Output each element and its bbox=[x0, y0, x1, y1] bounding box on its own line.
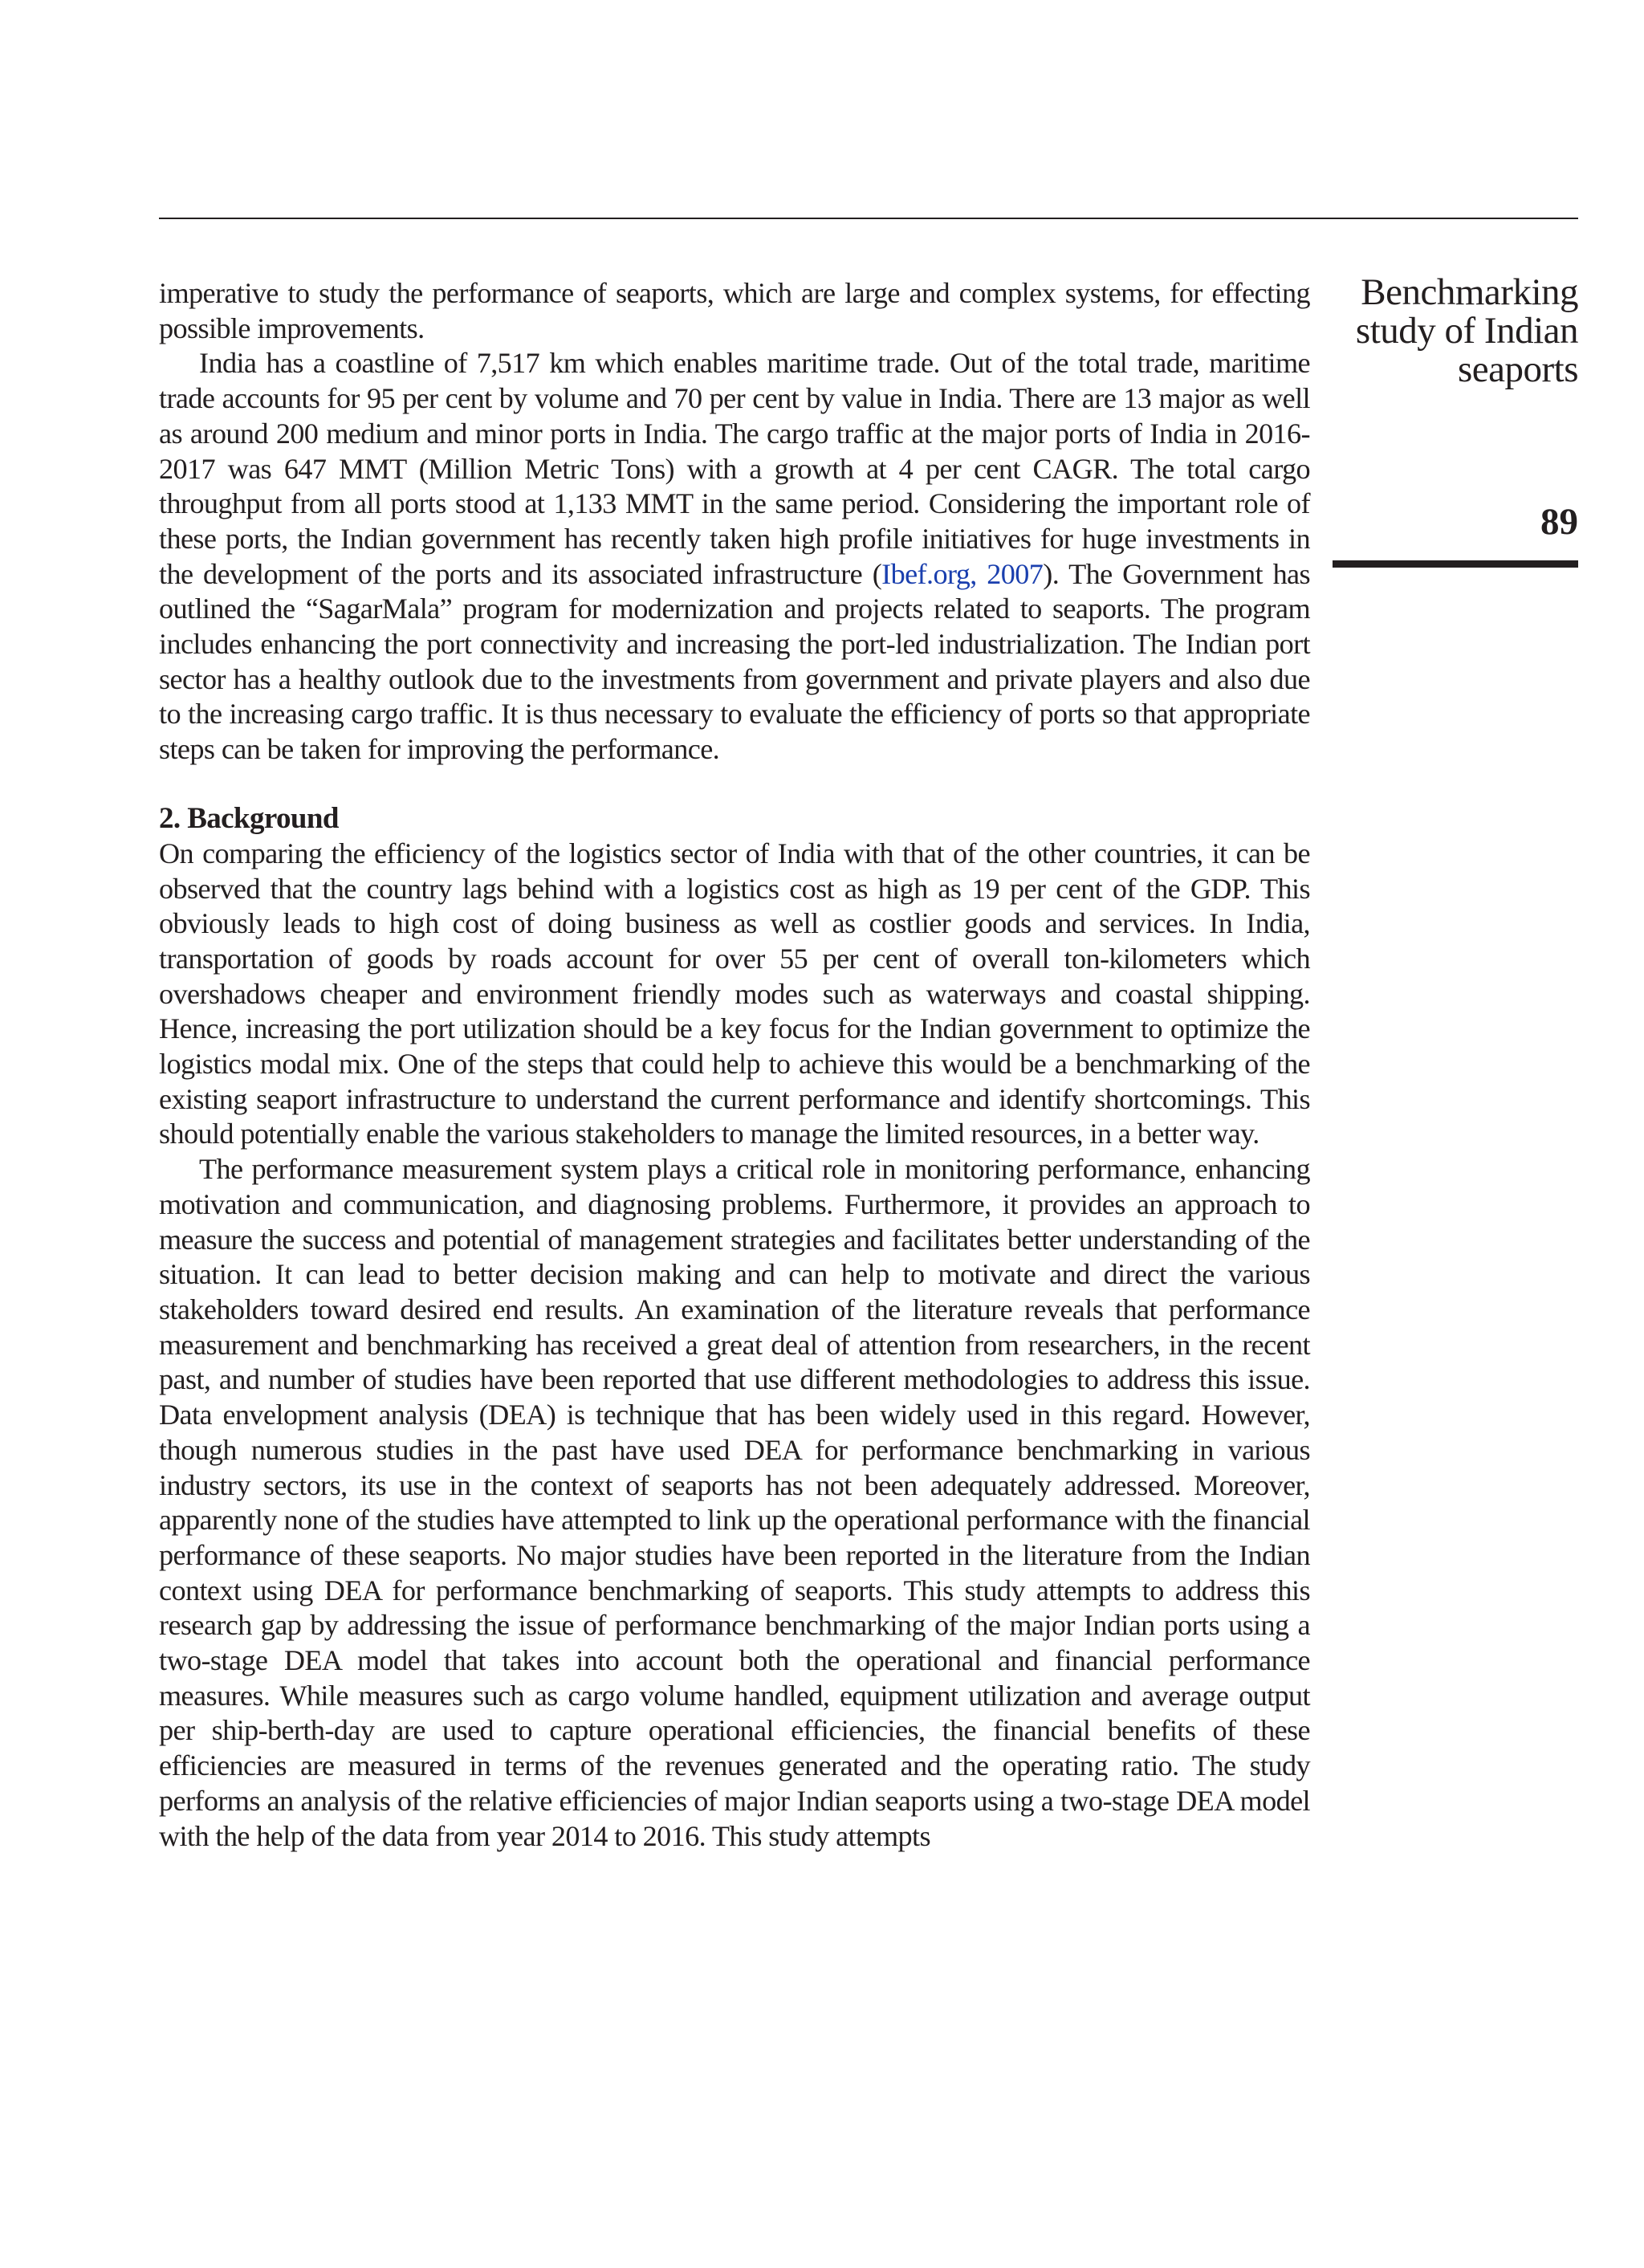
paragraph-coastline-text-1: India has a coastline of 7,517 km which enables maritime trade. Out of the total trade, maritime trade accounts for 95 per cent by volume and 70 per cent by value in India. There are 13 major as well as around 200 medium and minor ports in India. The cargo traffic at the major ports of India in 2016-2017 was 647 MMT (Million Metric Tons) with a growth at 4 per cent CAGR. The total cargo throughput from all ports stood at 1,133 MMT in the same period. Considering the important role of these ports, the Indian government has recently taken high profile initiatives for huge investments in the development of the ports and its associated infrastructure ( bbox=[159, 347, 1310, 590]
running-head-title bbox=[1305, 273, 1578, 389]
paragraph-coastline-text-2: ). The Government has outlined the “SagarMala” program for modernization and projects related to seaports. The program includes enhancing the port connectivity and increasing the port-led industrialization. The Indian port sector has a healthy outlook due to the investments from government and private players and also due to the increasing cargo traffic. It is thus necessary to evaluate the efficiency of ports so that appropriate steps can be taken for improving the performance. bbox=[159, 557, 1311, 766]
running-head-line-2: study of Indian bbox=[1355, 310, 1578, 352]
main-text-column bbox=[159, 276, 1310, 1854]
header-rule bbox=[159, 218, 1578, 219]
page-number: 89 bbox=[1540, 501, 1578, 543]
running-head-line-3: seaports bbox=[1457, 348, 1578, 390]
section-heading-background: 2. Background bbox=[159, 801, 339, 835]
running-head-line-1: Benchmarking bbox=[1361, 271, 1578, 313]
page-number-rule bbox=[1333, 560, 1578, 568]
paragraph-continuation: imperative to study the performance of seaports, which are large and complex systems, for effecting possible improvements. bbox=[159, 277, 1310, 344]
citation-link-ibef[interactable]: Ibef.org, 2007 bbox=[881, 557, 1044, 590]
paragraph-coastline bbox=[159, 346, 1310, 767]
paragraph-performance-measurement: The performance measurement system plays a critical role in monitoring performance, enhancing motivation and communication, and diagnosing problems. Furthermore, it provides an approach to measure the success and potential of management strategies and facilitates better understanding of the situation. It can lead to better decision making and can help to motivate and direct the various stakeholders toward desired end results. An examination of the literature reveals that performance measurement and benchmarking has received a great deal of attention from researchers, in the recent past, and number of studies have been reported that use different methodologies to address this issue. Data envelopment analysis (DEA) is technique that has been widely used in this regard. However, though numerous studies in the past have used DEA for performance benchmarking in various industry sectors, its use in the context of seaports has not been adequately addressed. Moreover, apparently none of the studies have attempted to link up the operational performance with the financial performance of these seaports. No major studies have been reported in the literature from the Indian context using DEA for performance benchmarking of seaports. This study attempts to address this research gap by addressing the issue of performance benchmarking of the major Indian ports using a two-stage DEA model that takes into account both the operational and financial performance measures. While measures such as cargo volume handled, equipment utilization and average output per ship-berth-day are used to capture operational efficiencies, the financial benefits of these efficiencies are measured in terms of the revenues generated and the operating ratio. The study performs an analysis of the relative efficiencies of major Indian seaports using a two-stage DEA model with the help of the data from year 2014 to 2016. This study attempts bbox=[159, 1153, 1310, 1852]
paragraph-logistics: On comparing the efficiency of the logistics sector of India with that of the other countries, it can be observed that the country lags behind with a logistics cost as high as 19 per cent of the GDP. This obviously leads to high cost of doing business as well as costlier goods and services. In India, transportation of goods by roads account for over 55 per cent of overall ton-kilometers which overshadows cheaper and environment friendly modes such as waterways and coastal shipping. Hence, increasing the port utilization should be a key focus for the Indian government to optimize the logistics modal mix. One of the steps that could help to achieve this would be a benchmarking of the existing seaport infrastructure to understand the current performance and identify shortcomings. This should potentially enable the various stakeholders to manage the limited resources, in a better way. bbox=[159, 837, 1310, 1150]
